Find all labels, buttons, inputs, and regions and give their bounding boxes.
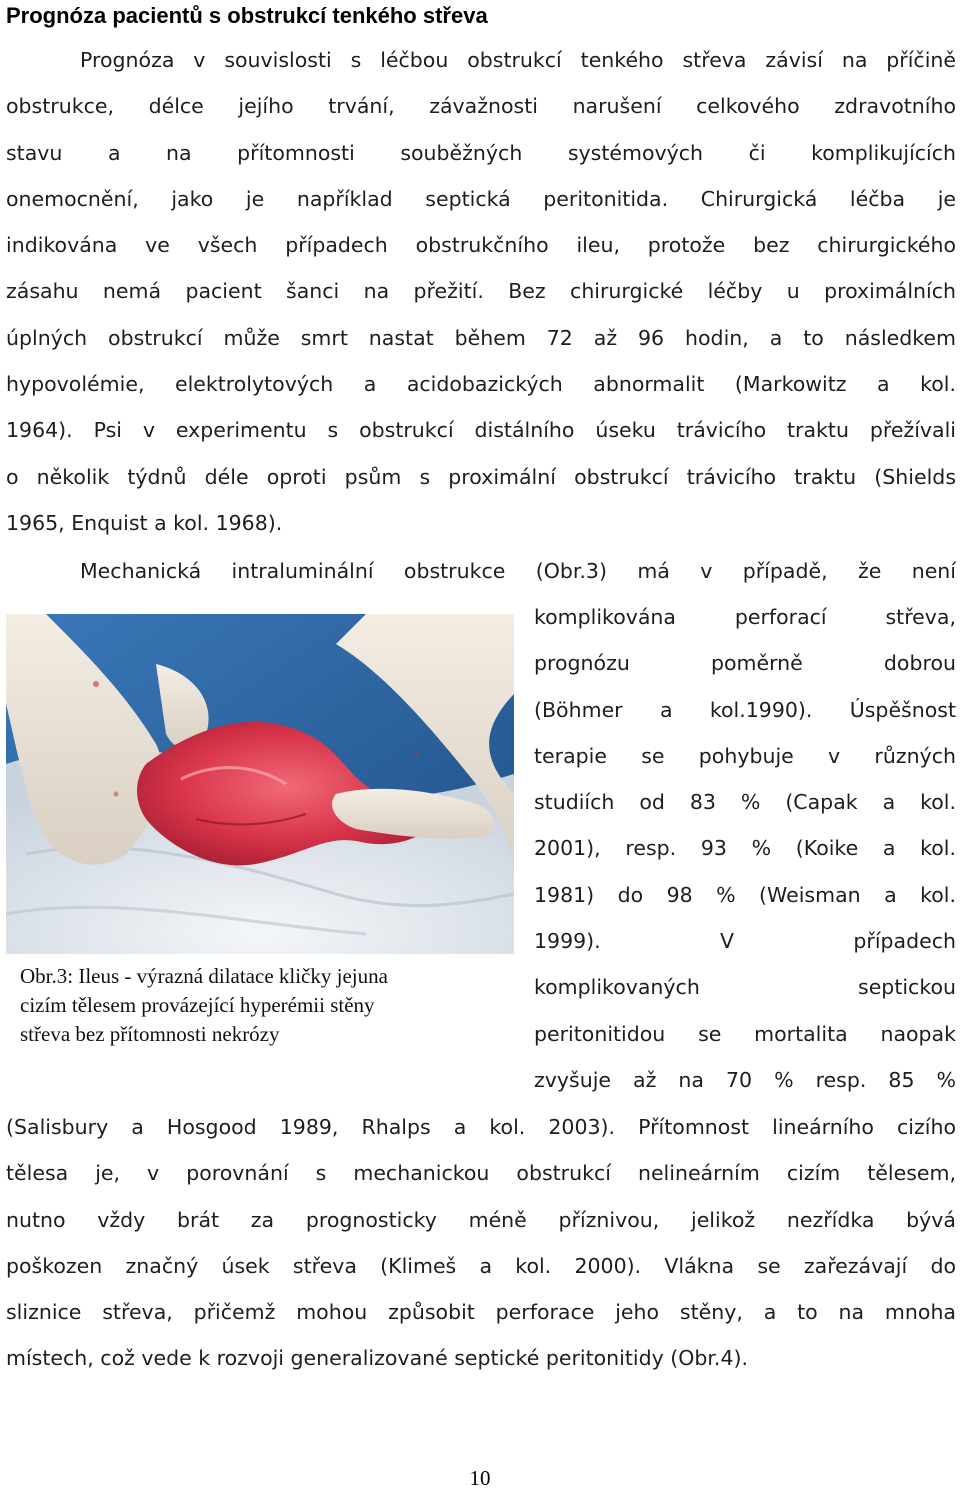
text-line: stavu a na přítomnosti souběžných systémových či komplikujících (6, 140, 956, 165)
text-line: komplikována perforací střeva, (534, 605, 956, 629)
paragraph-prognosis (6, 37, 956, 546)
intestine-photo-image (6, 614, 514, 954)
section-heading: Prognóza pacientů s obstrukcí tenkého střeva (6, 3, 488, 28)
text-line: 1965, Enquist a kol. 1968). (6, 510, 283, 535)
caption-line: střeva bez přítomnosti nekrózy (20, 1022, 280, 1046)
figure-photo-intestine (6, 614, 514, 954)
text-line: 1964). Psi v experimentu s obstrukcí distálního úseku trávicího traktu přežívali (6, 418, 956, 443)
text-line: tělesa je, v porovnání s mechanickou obstrukcí nelineárním cizím tělesem, (6, 1161, 956, 1186)
text-line: peritonitidou se mortalita naopak (534, 1021, 956, 1046)
figure-caption (20, 962, 520, 1049)
text-line: obstrukce, délce jejího trvání, závažnosti narušení celkového zdravotního (6, 94, 956, 119)
text-line: Prognóza v souvislosti s léčbou obstrukcí tenkého střeva závisí na příčině (80, 48, 956, 72)
text-line: 2001), resp. 93 % (Koike a kol. (534, 836, 956, 861)
text-line: zvyšuje až na 70 % resp. 85 % (534, 1067, 956, 1092)
text-line: sliznice střeva, přičemž mohou způsobit perforace jeho stěny, a to na mnoha (6, 1300, 956, 1325)
text-line: 1981) do 98 % (Weisman a kol. (534, 882, 956, 907)
text-line: komplikovaných septickou (534, 975, 956, 1000)
text-line: Mechanická intraluminální obstrukce (Obr.3) má v případě, že není (80, 559, 956, 583)
text-line: terapie se pohybuje v různých (534, 743, 956, 768)
text-line: nutno vždy brát za prognosticky méně příznivou, jelikož nezřídka bývá (6, 1207, 956, 1232)
text-line: místech, což vede k rozvoji generalizované septické peritonitidy (Obr.4). (6, 1346, 749, 1371)
caption-line: Obr.3: Ileus - výrazná dilatace kličky jejuna (20, 964, 388, 988)
paragraph-mechanical-lead (80, 548, 956, 594)
text-line: 1999). V případech (534, 929, 956, 954)
page-number: 10 (469, 1466, 491, 1490)
text-line: (Böhmer a kol.1990). Úspěšnost (534, 697, 956, 722)
text-line: prognózu poměrně dobrou (534, 651, 956, 676)
text-line: studiích od 83 % (Capak a kol. (534, 790, 956, 815)
text-line: o několik týdnů déle oproti psům s proximální obstrukcí trávicího traktu (Shields (6, 464, 956, 489)
text-line: hypovolémie, elektrolytových a acidobazických abnormalit (Markowitz a kol. (6, 372, 956, 397)
text-line: poškozen značný úsek střeva (Klimeš a kol. 2000). Vlákna se zařezávají do (6, 1253, 956, 1278)
text-line: onemocnění, jako je například septická peritonitida. Chirurgická léčba je (6, 186, 956, 211)
text-line: úplných obstrukcí může smrt nastat během 72 až 96 hodin, a to následkem (6, 325, 956, 350)
text-line: indikována ve všech případech obstrukčního ileu, protože bez chirurgického (6, 233, 956, 258)
paragraph-mechanical-tail (6, 1104, 956, 1382)
caption-line: cizím tělesem provázející hyperémii stěny (20, 993, 375, 1017)
text-line: (Salisbury a Hosgood 1989, Rhalps a kol. 2003). Přítomnost lineárního cizího (6, 1115, 956, 1139)
paragraph-mechanical-side (534, 594, 956, 1103)
text-line: zásahu nemá pacient šanci na přežití. Bez chirurgické léčby u proximálních (6, 279, 956, 304)
